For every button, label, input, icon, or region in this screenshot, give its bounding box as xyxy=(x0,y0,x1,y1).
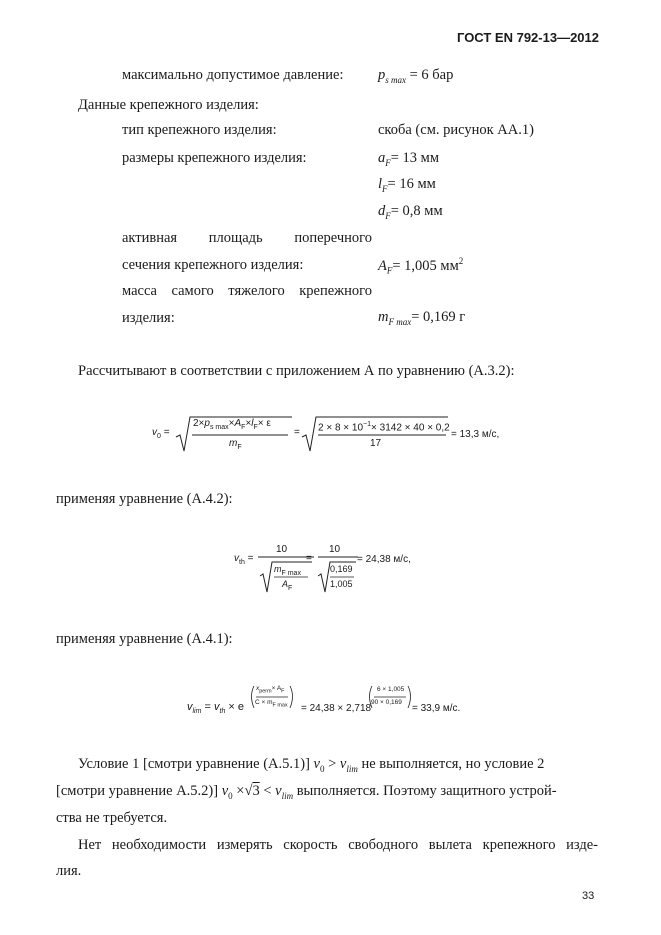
eq3-exp-den: $C \times m_{F max}$ xyxy=(255,699,288,709)
fastener-data-title: Данные крепежного изделия: xyxy=(78,97,259,113)
cond-line3: ства не требуется. xyxy=(56,810,168,826)
mass-value: $m_{F max}= 0,169$ г xyxy=(378,309,466,327)
eq1-den1: $m_F$ xyxy=(229,438,242,451)
eq3-exp2-den: 90 × 0,169 xyxy=(371,699,402,706)
cond-line1: Условие 1 [смотри уравнение (А.5.1)] $v_0 > v_{lim}$ не выполняется, но условие 2 xyxy=(78,756,545,774)
area-label-line2: сечения крепежного изделия: xyxy=(122,257,304,273)
fastener-dF-value: $d_F= 0,8$ мм xyxy=(378,203,443,221)
eq3-lhs: $v_{lim} = v_{th} \times e$ xyxy=(187,701,245,716)
page-number: 33 xyxy=(582,890,595,902)
area-value: $A_F= 1,005$ $мм^2$ xyxy=(378,256,464,276)
document-id: ГОСТ EN 792-13—2012 xyxy=(457,30,599,45)
mass-label-line1: масса самого тяжелого крепежного xyxy=(122,283,372,299)
fastener-type-label: тип крепежного изделия: xyxy=(122,122,277,138)
eq1-den2: 17 xyxy=(370,438,382,449)
eq2-eq2: = xyxy=(306,553,312,564)
eq2-den-m: $m_{F max}$ xyxy=(274,564,301,577)
area-label-line1: активная площадь поперечного xyxy=(122,230,372,246)
max-pressure-value: $p_{s max} = 6$ бар xyxy=(378,67,454,85)
no-need-line2: лия. xyxy=(56,863,82,879)
eq2-num2: 10 xyxy=(329,544,341,555)
eq2-lhs: $v_{th}$ = xyxy=(234,553,254,566)
calc-intro: Рассчитывают в соответствии с приложением А по уравнению (А.3.2): xyxy=(78,363,515,379)
eq3-exp-num: $x_{perm}\times A_F$ xyxy=(256,685,285,695)
eq3-result: = 33,9 м/с. xyxy=(412,703,461,714)
eq2-frac-2 xyxy=(318,556,362,596)
eq1-result: = 13,3 м/с, xyxy=(451,429,500,440)
eq1-lhs: $v_0$ = xyxy=(152,427,170,440)
apply-a42: применяя уравнение (А.4.2): xyxy=(56,491,233,507)
max-pressure-label: максимально допустимое давление: xyxy=(122,67,344,83)
eq3-mid: = 24,38 × 2,718 xyxy=(301,703,372,714)
eq2-result: = 24,38 м/с, xyxy=(357,554,411,565)
eq2-den2-top: 0,169 xyxy=(330,564,353,574)
no-need-line1: Нет необходимости измерять скорость свободного вылета крепежного изде- xyxy=(78,837,598,853)
mass-label-line2: изделия: xyxy=(122,310,175,326)
fastener-lF-value: $l_F= 16$ мм xyxy=(378,176,436,194)
eq3-exp2-num: 6 × 1,005 xyxy=(377,686,405,693)
eq1-eq2: = xyxy=(294,427,300,438)
fastener-aF-value: $a_F= 13$ мм xyxy=(378,150,440,168)
eq2-num: 10 xyxy=(276,544,288,555)
fastener-type-value: скоба (см. рисунок АА.1) xyxy=(378,122,534,138)
cond-line2: [смотри уравнение А.5.2)] $v_0 \times√3 < v_{lim}$ выполняется. Поэтому защитного устрой- xyxy=(56,783,557,801)
eq2-den2-bot: 1,005 xyxy=(330,579,353,589)
fastener-size-label: размеры крепежного изделия: xyxy=(122,150,307,166)
apply-a41: применяя уравнение (А.4.1): xyxy=(56,631,233,647)
eq1-num2: $2 \times 8 \times 10^{-1}\times 3142 \times 40 \times 0,2$ xyxy=(318,421,450,434)
eq2-den-A: $A_F$ xyxy=(282,579,293,592)
eq1-num1: $2\times p_{s max}\times A_F\times l_F\times \varepsilon$ xyxy=(193,418,271,431)
